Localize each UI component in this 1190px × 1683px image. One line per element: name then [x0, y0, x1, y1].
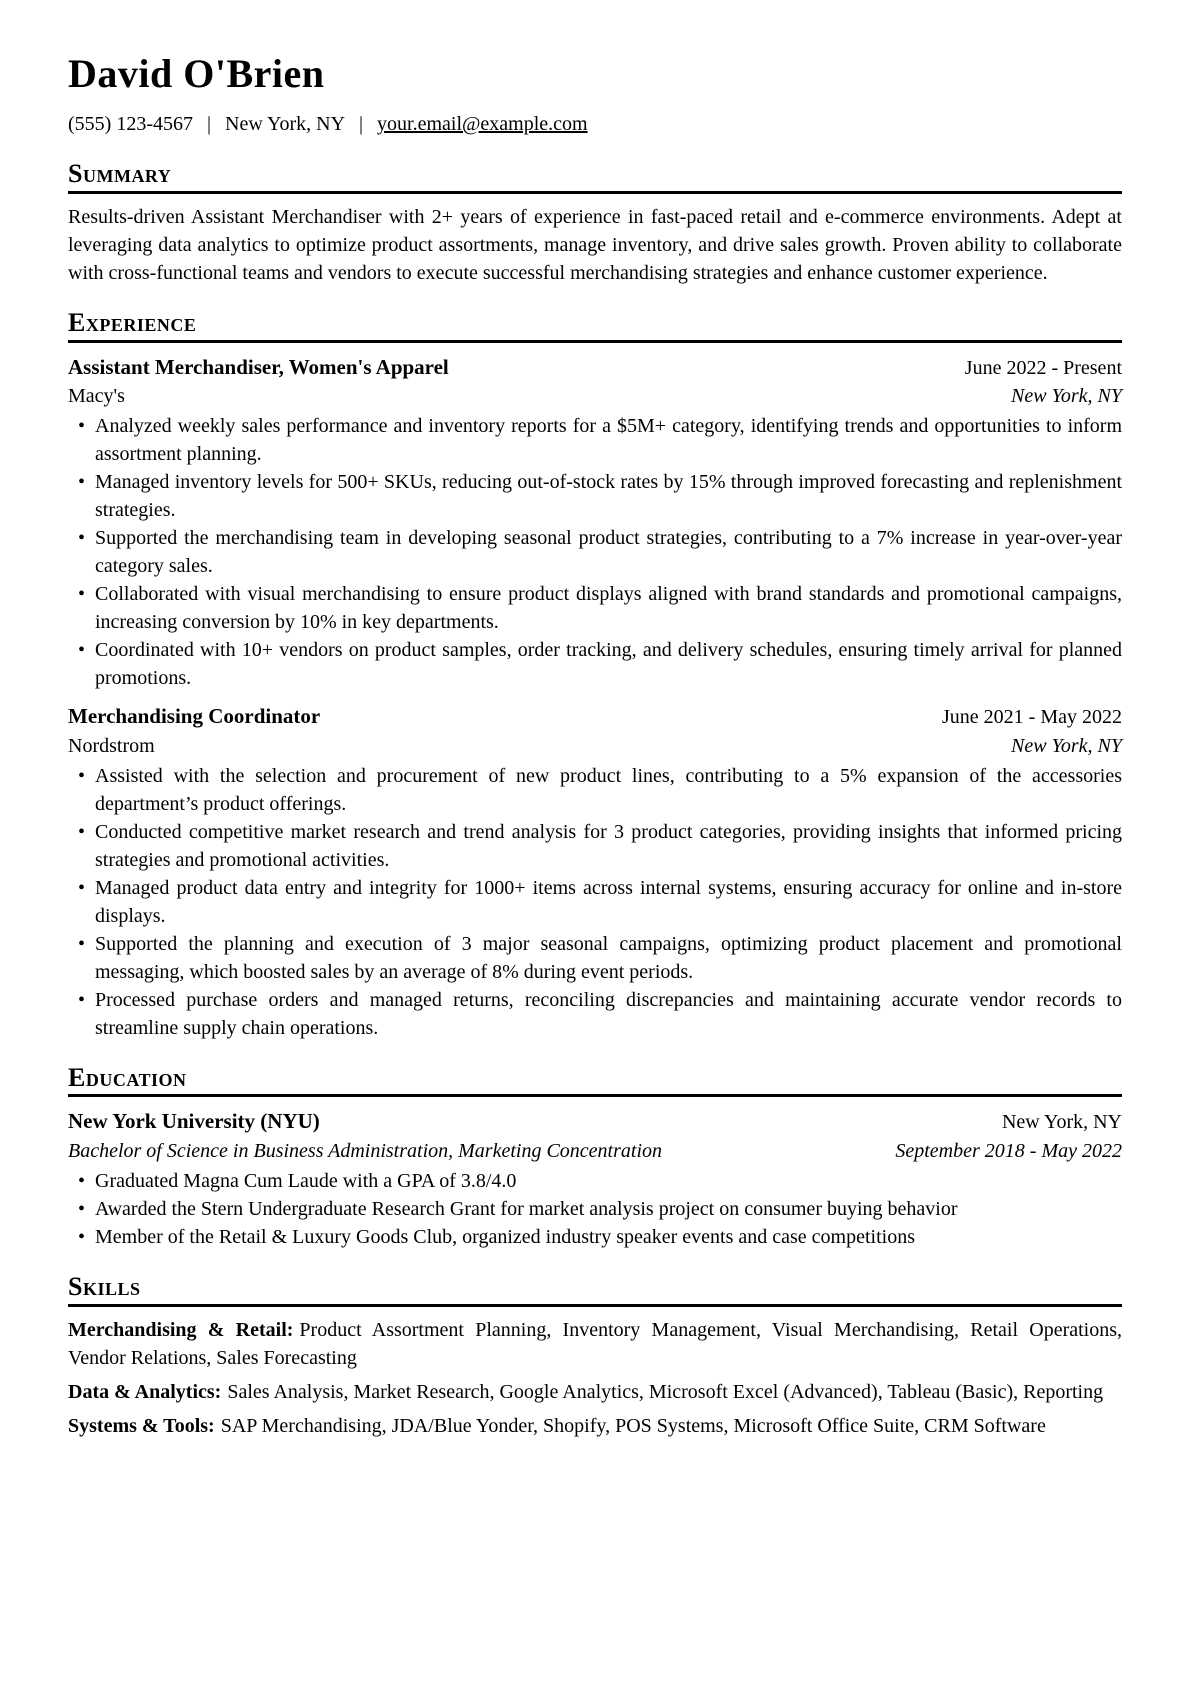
header — [68, 52, 1122, 138]
school-name: New York University (NYU) — [68, 1109, 320, 1134]
job-bullet-list — [68, 412, 1122, 692]
job-bullet-list — [68, 762, 1122, 1042]
job-dates: June 2021 - May 2022 — [942, 706, 1122, 729]
education-entry — [68, 1107, 1122, 1250]
skill-group — [68, 1378, 1122, 1406]
job-bullet: • Coordinated with 10+ vendors on product samples, order tracking, and delivery schedules, ensuring timely arrival for planned promotions. — [95, 636, 1122, 692]
experience-heading: Experience — [68, 308, 1122, 343]
degree-name: Bachelor of Science in Business Administration, Marketing Concentration — [68, 1139, 662, 1162]
job-entry — [68, 353, 1122, 692]
job-location: New York, NY — [1011, 385, 1122, 408]
skill-group — [68, 1316, 1122, 1372]
job-bullet: • Processed purchase orders and managed returns, reconciling discrepancies and maintaining accurate vendor records to streamline supply chain operations. — [95, 986, 1122, 1042]
company-name: Macy's — [68, 385, 125, 408]
school-location: New York, NY — [1001, 1111, 1122, 1134]
skill-group-label: Merchandising & Retail: — [68, 1318, 294, 1341]
job-title: Assistant Merchandiser, Women's Apparel — [68, 354, 449, 379]
job-bullet: • Assisted with the selection and procurement of new product lines, contributing to a 5% expansion of the accessories department’s product offerings. — [95, 762, 1122, 818]
contact-separator: | — [206, 113, 211, 135]
job-bullet: • Managed product data entry and integrity for 1000+ items across internal systems, ensuring accuracy for online and in-store displays. — [95, 874, 1122, 930]
job-company-row — [68, 732, 1122, 760]
summary-heading: Summary — [68, 159, 1122, 194]
job-bullet: • Collaborated with visual merchandising to ensure product displays aligned with brand standards and promotional campaigns, increasing conversion by 10% in key departments. — [95, 580, 1122, 636]
contact-separator: | — [359, 113, 364, 135]
job-bullet: • Supported the merchandising team in developing seasonal product strategies, contributing to a 7% increase in year-over-year category sales. — [95, 524, 1122, 580]
contact-line — [68, 110, 1122, 138]
job-bullet: • Conducted competitive market research and trend analysis for 3 product categories, providing insights that informed pricing strategies and promotional activities. — [95, 818, 1122, 874]
education-heading: Education — [68, 1063, 1122, 1098]
candidate-name: David O'Brien — [68, 51, 325, 96]
school-row — [68, 1107, 1122, 1136]
job-entry — [68, 702, 1122, 1041]
job-company-row — [68, 382, 1122, 410]
degree-row — [68, 1137, 1122, 1165]
job-title-row — [68, 353, 1122, 382]
education-bullet: • Graduated Magna Cum Laude with a GPA of 3.8/4.0 — [95, 1167, 1122, 1195]
education-bullet-list — [68, 1167, 1122, 1251]
education-dates: September 2018 - May 2022 — [895, 1139, 1122, 1162]
skill-group-label: Data & Analytics: — [68, 1380, 222, 1403]
summary-text: Results-driven Assistant Merchandiser with 2+ years of experience in fast-paced retail and e-commerce environments. Adept at leveraging data analytics to optimize product assortments, manage inventory, and drive sales growth. Proven ability to collaborate with cross-functional teams and vendors to execute successful merchandising strategies and enhance customer experience. — [68, 205, 1122, 284]
section-experience — [68, 308, 1122, 1042]
job-bullet: • Analyzed weekly sales performance and inventory reports for a $5M+ category, identifying trends and opportunities to inform assortment planning. — [95, 412, 1122, 468]
job-location: New York, NY — [1011, 734, 1122, 757]
job-title: Merchandising Coordinator — [68, 704, 321, 729]
section-education — [68, 1063, 1122, 1251]
education-bullet: • Member of the Retail & Luxury Goods Club, organized industry speaker events and case competitions — [95, 1223, 1122, 1251]
skill-group-label: Systems & Tools: — [68, 1414, 215, 1437]
skills-heading: Skills — [68, 1272, 1122, 1307]
phone-number: (555) 123-4567 — [68, 113, 193, 135]
job-title-row — [68, 702, 1122, 731]
education-bullet: • Awarded the Stern Undergraduate Research Grant for market analysis project on consumer buying behavior — [95, 1195, 1122, 1223]
skill-group-text: SAP Merchandising, JDA/Blue Yonder, Shopify, POS Systems, Microsoft Office Suite, CRM Software — [220, 1414, 1046, 1437]
skill-group-text: Sales Analysis, Market Research, Google Analytics, Microsoft Excel (Advanced), Tableau (Basic), Reporting — [227, 1380, 1104, 1403]
contact-location: New York, NY — [225, 113, 346, 135]
email-link[interactable]: your.email@example.com — [377, 113, 588, 135]
job-bullet: • Supported the planning and execution of 3 major seasonal campaigns, optimizing product placement and promotional messaging, which boosted sales by an average of 8% during event periods. — [95, 930, 1122, 986]
job-bullet: • Managed inventory levels for 500+ SKUs, reducing out-of-stock rates by 15% through improved forecasting and replenishment strategies. — [95, 468, 1122, 524]
company-name: Nordstrom — [68, 734, 155, 757]
skill-group-text: Product Assortment Planning, Inventory Management, Visual Merchandising, Retail Operations, Vendor Relations, Sales Forecasting — [68, 1318, 1123, 1369]
skill-group — [68, 1412, 1122, 1440]
section-summary — [68, 159, 1122, 287]
job-dates: June 2022 - Present — [964, 356, 1122, 379]
section-skills — [68, 1272, 1122, 1440]
